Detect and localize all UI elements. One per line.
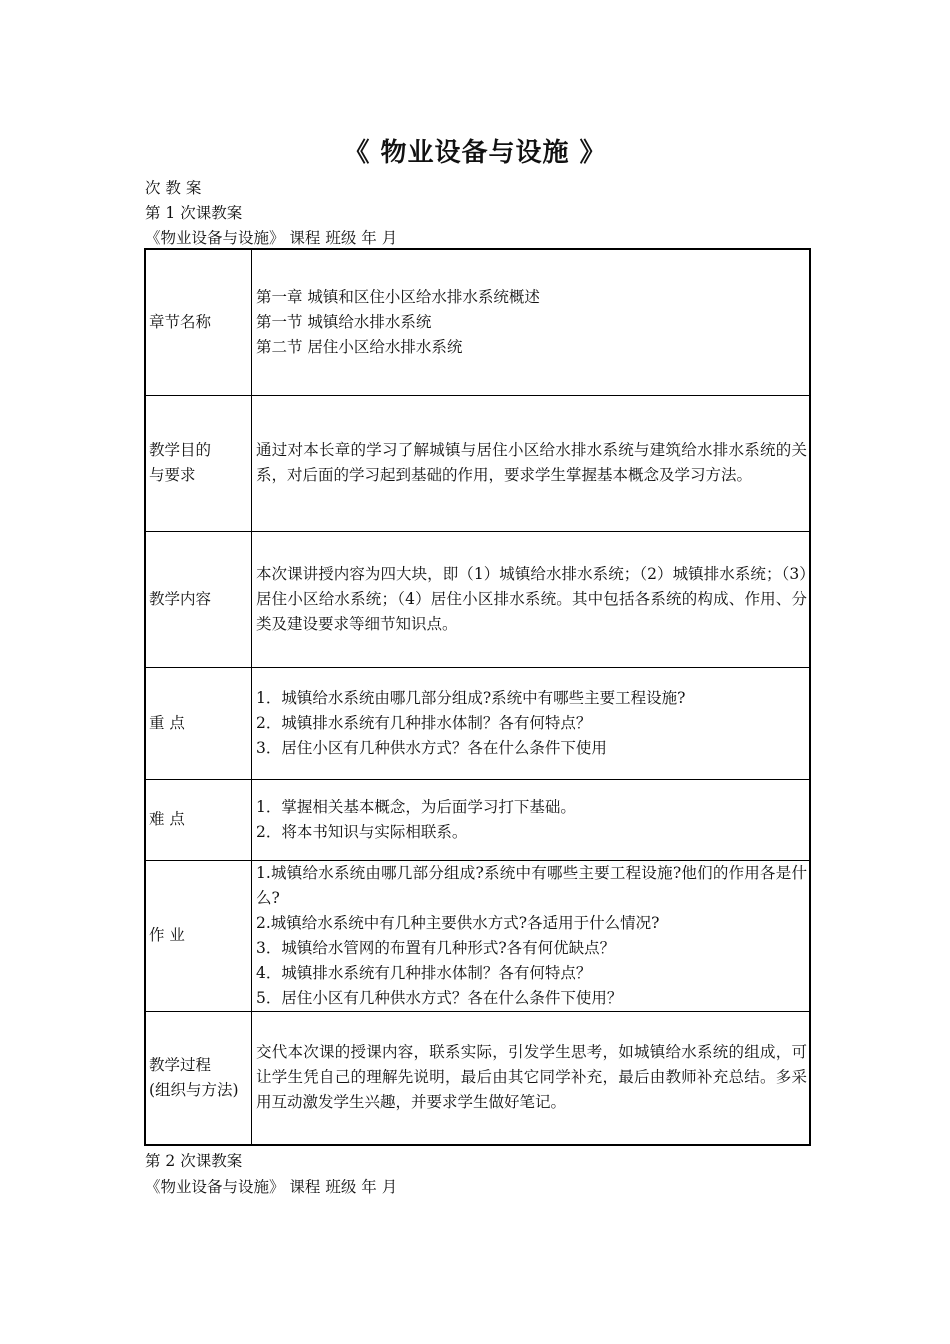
row-content-chapter: [252, 249, 811, 395]
lesson-2-heading: 第 2 次课教案: [145, 1152, 243, 1170]
content-line: 3．城镇给水管网的布置有几种形式?各有何优缺点？: [256, 938, 616, 957]
course-line: 《物业设备与设施》 课程 班级 年 月: [145, 229, 398, 247]
row-content-content: 本次课讲授内容为四大块，即（1）城镇给水排水系统；（2）城镇排水系统；（3）居住小区给水系统；（4）居住小区排水系统。其中包括各系统的构成、作用、分类及建设要求等细节知识点。: [252, 531, 811, 667]
row-content-key-points: [252, 667, 811, 779]
table-row: [145, 667, 810, 779]
table-row: [145, 779, 810, 860]
row-label-difficulties: 难 点: [145, 779, 252, 860]
row-label-homework: 作 业: [145, 860, 252, 1011]
content-line: 第二节 居住小区给水排水系统: [256, 337, 463, 356]
row-label-key-points: 重 点: [145, 667, 252, 779]
table-row: [145, 531, 810, 667]
content-line: 第一节 城镇给水排水系统: [256, 312, 432, 331]
content-line: 5．居住小区有几种供水方式？各在什么条件下使用？: [256, 988, 623, 1007]
document-title: 《 物业设备与设施 》: [343, 138, 607, 168]
row-content-objectives: 通过对本长章的学习了解城镇与居住小区给水排水系统与建筑给水排水系统的关系，对后面的学习起到基础的作用，要求学生掌握基本概念及学习方法。: [252, 395, 811, 531]
content-line: 1．掌握相关基本概念，为后面学习打下基础。: [256, 797, 576, 816]
row-label-objectives: 教学目的 与要求: [145, 395, 252, 531]
table-row: [145, 249, 810, 395]
content-line: 1.城镇给水系统由哪几部分组成?系统中有哪些主要工程设施?他们的作用各是什么?: [256, 863, 807, 907]
row-content-homework: [252, 860, 811, 1011]
row-content-difficulties: [252, 779, 811, 860]
table-row: [145, 1011, 810, 1145]
row-content-process: 交代本次课的授课内容，联系实际，引发学生思考，如城镇给水系统的组成，可让学生凭自己的理解先说明，最后由其它同学补充，最后由教师补充总结。多采用互动激发学生兴趣，并要求学生做好笔记。: [252, 1011, 811, 1145]
row-label-chapter: 章节名称: [145, 249, 252, 395]
lesson-1-heading: 第 1 次课教案: [145, 204, 243, 222]
row-label-process: 教学过程 (组织与方法): [145, 1011, 252, 1145]
row-label-content: 教学内容: [145, 531, 252, 667]
content-line: 1．城镇给水系统由哪几部分组成?系统中有哪些主要工程设施?: [256, 688, 686, 707]
content-line: 4．城镇排水系统有几种排水体制？各有何特点？: [256, 963, 592, 982]
content-line: 2．将本书知识与实际相联系。: [256, 822, 468, 841]
lesson-plan-table: [144, 248, 811, 1146]
subtitle: 次 教 案: [145, 179, 202, 197]
course-line-2: 《物业设备与设施》 课程 班级 年 月: [145, 1178, 398, 1196]
content-line: 第一章 城镇和区住小区给水排水系统概述: [256, 287, 540, 306]
content-line: 2．城镇排水系统有几种排水体制？各有何特点？: [256, 713, 592, 732]
table-row: [145, 395, 810, 531]
content-line: 3．居住小区有几种供水方式？各在什么条件下使用: [256, 738, 607, 757]
content-line: 2.城镇给水系统中有几种主要供水方式?各适用于什么情况?: [256, 913, 660, 932]
table-row: [145, 860, 810, 1011]
